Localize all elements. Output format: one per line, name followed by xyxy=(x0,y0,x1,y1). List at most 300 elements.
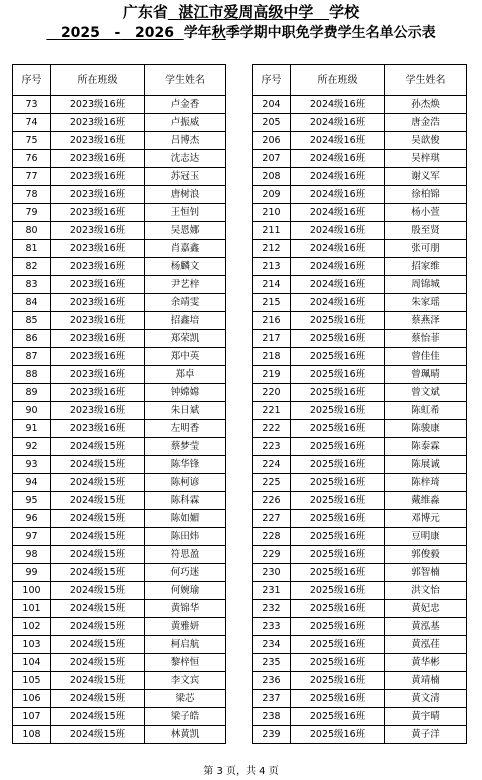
col-header-name: 学生姓名 xyxy=(385,65,467,96)
cell-class: 2024级15班 xyxy=(51,672,145,690)
cell-class: 2023级16班 xyxy=(51,384,145,402)
cell-class: 2023级16班 xyxy=(51,348,145,366)
cell-student-name: 黄华彬 xyxy=(385,654,467,672)
cell-class: 2024级15班 xyxy=(51,726,145,744)
col-header-class: 所在班级 xyxy=(51,65,145,96)
cell-index: 102 xyxy=(13,618,51,636)
cell-student-name: 黄雅妍 xyxy=(145,618,226,636)
table-row xyxy=(13,384,226,402)
cell-student-name: 黄妃忠 xyxy=(385,600,467,618)
cell-index: 105 xyxy=(13,672,51,690)
table-row xyxy=(253,546,467,564)
cell-index: 91 xyxy=(13,420,51,438)
cell-class: 2024级15班 xyxy=(51,582,145,600)
table-row xyxy=(13,186,226,204)
table-row xyxy=(13,708,226,726)
cell-student-name: 梁子皓 xyxy=(145,708,226,726)
cell-index: 204 xyxy=(253,96,291,114)
cell-class: 2025级16班 xyxy=(291,564,385,582)
table-row xyxy=(13,222,226,240)
table-row xyxy=(253,96,467,114)
cell-index: 208 xyxy=(253,168,291,186)
cell-class: 2023级16班 xyxy=(51,150,145,168)
table-row xyxy=(13,294,226,312)
cell-index: 83 xyxy=(13,276,51,294)
table-row xyxy=(13,564,226,582)
cell-index: 97 xyxy=(13,528,51,546)
table-row xyxy=(253,636,467,654)
cell-class: 2025级16班 xyxy=(291,582,385,600)
cell-index: 108 xyxy=(13,726,51,744)
cell-class: 2025级16班 xyxy=(291,690,385,708)
cell-class: 2024级15班 xyxy=(51,492,145,510)
table-row xyxy=(13,726,226,744)
cell-index: 224 xyxy=(253,456,291,474)
cell-class: 2024级16班 xyxy=(291,276,385,294)
cell-class: 2025级16班 xyxy=(291,312,385,330)
cell-student-name: 蔡梦莹 xyxy=(145,438,226,456)
cell-class: 2024级15班 xyxy=(51,636,145,654)
table-row xyxy=(253,456,467,474)
table-row xyxy=(253,330,467,348)
cell-class: 2025级16班 xyxy=(291,726,385,744)
table-row xyxy=(13,456,226,474)
cell-class: 2024级16班 xyxy=(291,114,385,132)
table-row xyxy=(253,258,467,276)
table-row xyxy=(13,636,226,654)
table-row xyxy=(13,600,226,618)
cell-student-name: 曾佳佳 xyxy=(385,348,467,366)
cell-class: 2024级16班 xyxy=(291,294,385,312)
cell-class: 2024级15班 xyxy=(51,690,145,708)
cell-class: 2025级16班 xyxy=(291,366,385,384)
col-header-index: 序号 xyxy=(13,65,51,96)
table-row xyxy=(253,690,467,708)
cell-class: 2024级16班 xyxy=(291,168,385,186)
cell-student-name: 朱家瑶 xyxy=(385,294,467,312)
school-name: 湛江市爱周高级中学 xyxy=(178,3,314,21)
cell-index: 238 xyxy=(253,708,291,726)
table-row xyxy=(13,204,226,222)
cell-student-name: 黄锦华 xyxy=(145,600,226,618)
right-table xyxy=(252,64,467,744)
cell-class: 2024级16班 xyxy=(291,240,385,258)
cell-index: 218 xyxy=(253,348,291,366)
cell-index: 233 xyxy=(253,618,291,636)
table-row xyxy=(253,510,467,528)
cell-index: 96 xyxy=(13,510,51,528)
table-row xyxy=(253,654,467,672)
left-header-row xyxy=(13,65,226,96)
cell-index: 213 xyxy=(253,258,291,276)
table-row xyxy=(13,240,226,258)
col-header-class: 所在班级 xyxy=(291,65,385,96)
year-label: 学年 xyxy=(183,25,212,41)
cell-class: 2024级16班 xyxy=(291,186,385,204)
cell-student-name: 郑中英 xyxy=(145,348,226,366)
school-suffix: 学校 xyxy=(329,3,360,21)
cell-student-name: 何巧迷 xyxy=(145,564,226,582)
cell-index: 99 xyxy=(13,564,51,582)
cell-student-name: 周锦城 xyxy=(385,276,467,294)
cell-index: 74 xyxy=(13,114,51,132)
table-row xyxy=(253,384,467,402)
cell-index: 211 xyxy=(253,222,291,240)
cell-index: 212 xyxy=(253,240,291,258)
cell-class: 2025级16班 xyxy=(291,600,385,618)
cell-class: 2024级15班 xyxy=(51,618,145,636)
table-row xyxy=(253,240,467,258)
table-row xyxy=(13,402,226,420)
cell-index: 100 xyxy=(13,582,51,600)
cell-class: 2023级16班 xyxy=(51,186,145,204)
cell-class: 2024级16班 xyxy=(291,204,385,222)
cell-index: 205 xyxy=(253,114,291,132)
cell-student-name: 曾文斌 xyxy=(385,384,467,402)
cell-student-name: 郑卓 xyxy=(145,366,226,384)
cell-student-name: 吴恩娜 xyxy=(145,222,226,240)
page-footer: 第 3 页，共 4 页 xyxy=(203,766,279,777)
cell-student-name: 朱日斌 xyxy=(145,402,226,420)
cell-student-name: 梁芯 xyxy=(145,690,226,708)
cell-class: 2025级16班 xyxy=(291,672,385,690)
year-range: 2025 - 2026 xyxy=(60,25,174,41)
table-row xyxy=(253,402,467,420)
cell-class: 2023级16班 xyxy=(51,330,145,348)
table-row xyxy=(253,186,467,204)
table-row xyxy=(13,420,226,438)
title-line-2 xyxy=(0,23,482,43)
table-row xyxy=(253,168,467,186)
cell-index: 229 xyxy=(253,546,291,564)
cell-student-name: 蔡燕泽 xyxy=(385,312,467,330)
title-line-1 xyxy=(0,2,482,22)
cell-class: 2023级16班 xyxy=(51,240,145,258)
cell-student-name: 尹艺梓 xyxy=(145,276,226,294)
cell-student-name: 郑荣凯 xyxy=(145,330,226,348)
cell-class: 2025级16班 xyxy=(291,330,385,348)
cell-class: 2024级16班 xyxy=(291,96,385,114)
cell-index: 210 xyxy=(253,204,291,222)
cell-index: 214 xyxy=(253,276,291,294)
cell-student-name: 黄子洋 xyxy=(385,726,467,744)
table-row xyxy=(253,564,467,582)
table-row xyxy=(253,132,467,150)
table-row xyxy=(253,618,467,636)
cell-class: 2023级16班 xyxy=(51,402,145,420)
cell-student-name: 陈柯谚 xyxy=(145,474,226,492)
cell-student-name: 唐金浩 xyxy=(385,114,467,132)
cell-class: 2024级15班 xyxy=(51,546,145,564)
cell-index: 101 xyxy=(13,600,51,618)
table-row xyxy=(253,204,467,222)
cell-student-name: 钟嫦嫦 xyxy=(145,384,226,402)
cell-index: 236 xyxy=(253,672,291,690)
table-row xyxy=(13,330,226,348)
cell-class: 2024级15班 xyxy=(51,564,145,582)
cell-student-name: 陈泰霖 xyxy=(385,438,467,456)
table-row xyxy=(253,312,467,330)
cell-student-name: 林黄凯 xyxy=(145,726,226,744)
cell-index: 98 xyxy=(13,546,51,564)
left-table xyxy=(12,64,226,744)
table-row xyxy=(13,474,226,492)
table-row xyxy=(253,600,467,618)
cell-class: 2024级15班 xyxy=(51,474,145,492)
cell-class: 2025级16班 xyxy=(291,384,385,402)
cell-class: 2024级15班 xyxy=(51,708,145,726)
table-row xyxy=(13,96,226,114)
cell-class: 2023级16班 xyxy=(51,258,145,276)
cell-student-name: 豆明康 xyxy=(385,528,467,546)
table-row xyxy=(13,582,226,600)
cell-index: 106 xyxy=(13,690,51,708)
cell-student-name: 陈华锋 xyxy=(145,456,226,474)
table-row xyxy=(253,672,467,690)
col-header-index: 序号 xyxy=(253,65,291,96)
cell-class: 2024级16班 xyxy=(291,258,385,276)
table-row xyxy=(13,312,226,330)
cell-student-name: 洪文怡 xyxy=(385,582,467,600)
cell-class: 2024级16班 xyxy=(291,150,385,168)
cell-student-name: 陈梓琦 xyxy=(385,474,467,492)
cell-index: 217 xyxy=(253,330,291,348)
cell-student-name: 杨小萱 xyxy=(385,204,467,222)
table-row xyxy=(253,528,467,546)
cell-class: 2025级16班 xyxy=(291,474,385,492)
cell-student-name: 陈科霖 xyxy=(145,492,226,510)
cell-index: 86 xyxy=(13,330,51,348)
cell-index: 75 xyxy=(13,132,51,150)
cell-class: 2024级15班 xyxy=(51,456,145,474)
province: 广东省 xyxy=(122,3,168,21)
cell-index: 237 xyxy=(253,690,291,708)
cell-class: 2023级16班 xyxy=(51,168,145,186)
table-row xyxy=(13,492,226,510)
cell-class: 2025级16班 xyxy=(291,636,385,654)
cell-class: 2023级16班 xyxy=(51,114,145,132)
cell-class: 2025级16班 xyxy=(291,708,385,726)
cell-class: 2024级15班 xyxy=(51,654,145,672)
cell-class: 2025级16班 xyxy=(291,654,385,672)
cell-index: 94 xyxy=(13,474,51,492)
cell-class: 2023级16班 xyxy=(51,312,145,330)
cell-index: 234 xyxy=(253,636,291,654)
cell-class: 2024级15班 xyxy=(51,510,145,528)
table-row xyxy=(253,276,467,294)
cell-student-name: 杨麟文 xyxy=(145,258,226,276)
cell-index: 88 xyxy=(13,366,51,384)
table-row xyxy=(13,618,226,636)
cell-class: 2023级16班 xyxy=(51,96,145,114)
cell-class: 2025级16班 xyxy=(291,528,385,546)
cell-student-name: 戴维淼 xyxy=(385,492,467,510)
cell-student-name: 符思盈 xyxy=(145,546,226,564)
table-row xyxy=(13,690,226,708)
cell-student-name: 左明香 xyxy=(145,420,226,438)
table-row xyxy=(13,366,226,384)
right-header-row xyxy=(253,65,467,96)
cell-student-name: 黄泓基 xyxy=(385,618,467,636)
col-header-name: 学生姓名 xyxy=(145,65,226,96)
cell-index: 227 xyxy=(253,510,291,528)
cell-index: 226 xyxy=(253,492,291,510)
cell-student-name: 孙杰焕 xyxy=(385,96,467,114)
cell-index: 79 xyxy=(13,204,51,222)
cell-index: 225 xyxy=(253,474,291,492)
cell-index: 90 xyxy=(13,402,51,420)
cell-class: 2023级16班 xyxy=(51,222,145,240)
cell-class: 2025级16班 xyxy=(291,510,385,528)
cell-index: 93 xyxy=(13,456,51,474)
cell-class: 2025级16班 xyxy=(291,348,385,366)
cell-student-name: 张可朋 xyxy=(385,240,467,258)
table-row xyxy=(253,150,467,168)
cell-student-name: 郭俊毅 xyxy=(385,546,467,564)
cell-student-name: 黎梓恒 xyxy=(145,654,226,672)
table-row xyxy=(253,438,467,456)
cell-index: 85 xyxy=(13,312,51,330)
cell-student-name: 吴梓琪 xyxy=(385,150,467,168)
cell-student-name: 陈展诚 xyxy=(385,456,467,474)
cell-index: 82 xyxy=(13,258,51,276)
cell-index: 239 xyxy=(253,726,291,744)
table-row xyxy=(13,114,226,132)
cell-index: 87 xyxy=(13,348,51,366)
cell-index: 206 xyxy=(253,132,291,150)
cell-student-name: 陈田炜 xyxy=(145,528,226,546)
cell-student-name: 蔡怡菲 xyxy=(385,330,467,348)
cell-index: 80 xyxy=(13,222,51,240)
cell-class: 2024级15班 xyxy=(51,528,145,546)
table-row xyxy=(13,510,226,528)
cell-student-name: 邓博元 xyxy=(385,510,467,528)
cell-student-name: 黄宇晴 xyxy=(385,708,467,726)
cell-class: 2024级15班 xyxy=(51,438,145,456)
cell-student-name: 李文宾 xyxy=(145,672,226,690)
cell-student-name: 唐树浪 xyxy=(145,186,226,204)
cell-index: 73 xyxy=(13,96,51,114)
season: 秋 xyxy=(211,25,226,41)
cell-index: 84 xyxy=(13,294,51,312)
cell-index: 95 xyxy=(13,492,51,510)
cell-student-name: 陈如媚 xyxy=(145,510,226,528)
cell-class: 2025级16班 xyxy=(291,546,385,564)
cell-class: 2025级16班 xyxy=(291,438,385,456)
cell-class: 2024级16班 xyxy=(291,222,385,240)
table-row xyxy=(253,582,467,600)
cell-student-name: 卢金香 xyxy=(145,96,226,114)
table-row xyxy=(253,492,467,510)
cell-class: 2024级16班 xyxy=(291,132,385,150)
cell-student-name: 黄泓荏 xyxy=(385,636,467,654)
cell-student-name: 黄文清 xyxy=(385,690,467,708)
cell-index: 207 xyxy=(253,150,291,168)
cell-class: 2023级16班 xyxy=(51,420,145,438)
cell-class: 2023级16班 xyxy=(51,132,145,150)
cell-student-name: 谢义军 xyxy=(385,168,467,186)
cell-class: 2023级16班 xyxy=(51,294,145,312)
cell-student-name: 吕博杰 xyxy=(145,132,226,150)
cell-student-name: 卢振威 xyxy=(145,114,226,132)
cell-class: 2025级16班 xyxy=(291,402,385,420)
table-row xyxy=(253,294,467,312)
table-row xyxy=(13,438,226,456)
table-row xyxy=(253,114,467,132)
cell-student-name: 何婉瑜 xyxy=(145,582,226,600)
cell-index: 209 xyxy=(253,186,291,204)
cell-student-name: 余靖雯 xyxy=(145,294,226,312)
cell-index: 221 xyxy=(253,402,291,420)
cell-index: 219 xyxy=(253,366,291,384)
table-row xyxy=(253,348,467,366)
table-row xyxy=(13,546,226,564)
cell-index: 104 xyxy=(13,654,51,672)
cell-class: 2024级15班 xyxy=(51,600,145,618)
cell-student-name: 苏冠玉 xyxy=(145,168,226,186)
cell-student-name: 曾珮晴 xyxy=(385,366,467,384)
cell-class: 2025级16班 xyxy=(291,456,385,474)
cell-index: 77 xyxy=(13,168,51,186)
cell-index: 222 xyxy=(253,420,291,438)
cell-student-name: 黄靖楠 xyxy=(385,672,467,690)
cell-index: 232 xyxy=(253,600,291,618)
cell-student-name: 吴歆俊 xyxy=(385,132,467,150)
cell-index: 92 xyxy=(13,438,51,456)
cell-index: 216 xyxy=(253,312,291,330)
cell-class: 2025级16班 xyxy=(291,492,385,510)
cell-index: 235 xyxy=(253,654,291,672)
table-row xyxy=(253,420,467,438)
table-row xyxy=(253,708,467,726)
table-row xyxy=(13,528,226,546)
cell-student-name: 郭智楠 xyxy=(385,564,467,582)
table-row xyxy=(13,168,226,186)
cell-index: 220 xyxy=(253,384,291,402)
table-row xyxy=(13,258,226,276)
title-rest: 季学期中职免学费学生名单公示表 xyxy=(225,25,436,41)
cell-class: 2025级16班 xyxy=(291,618,385,636)
cell-student-name: 招家维 xyxy=(385,258,467,276)
cell-student-name: 陈骏康 xyxy=(385,420,467,438)
cell-class: 2023级16班 xyxy=(51,366,145,384)
cell-class: 2023级16班 xyxy=(51,204,145,222)
cell-index: 76 xyxy=(13,150,51,168)
cell-student-name: 殷至贤 xyxy=(385,222,467,240)
cell-index: 107 xyxy=(13,708,51,726)
table-row xyxy=(253,474,467,492)
cell-class: 2025级16班 xyxy=(291,420,385,438)
cell-index: 89 xyxy=(13,384,51,402)
cell-student-name: 陈虹希 xyxy=(385,402,467,420)
cell-student-name: 王恒钊 xyxy=(145,204,226,222)
cell-index: 230 xyxy=(253,564,291,582)
cell-index: 228 xyxy=(253,528,291,546)
table-row xyxy=(253,366,467,384)
table-row xyxy=(13,132,226,150)
cell-index: 103 xyxy=(13,636,51,654)
cell-student-name: 柯启航 xyxy=(145,636,226,654)
cell-index: 215 xyxy=(253,294,291,312)
cell-student-name: 肖嘉鑫 xyxy=(145,240,226,258)
cell-class: 2023级16班 xyxy=(51,276,145,294)
table-row xyxy=(13,654,226,672)
table-row xyxy=(13,150,226,168)
cell-student-name: 沈志达 xyxy=(145,150,226,168)
cell-index: 78 xyxy=(13,186,51,204)
table-row xyxy=(253,222,467,240)
cell-index: 81 xyxy=(13,240,51,258)
